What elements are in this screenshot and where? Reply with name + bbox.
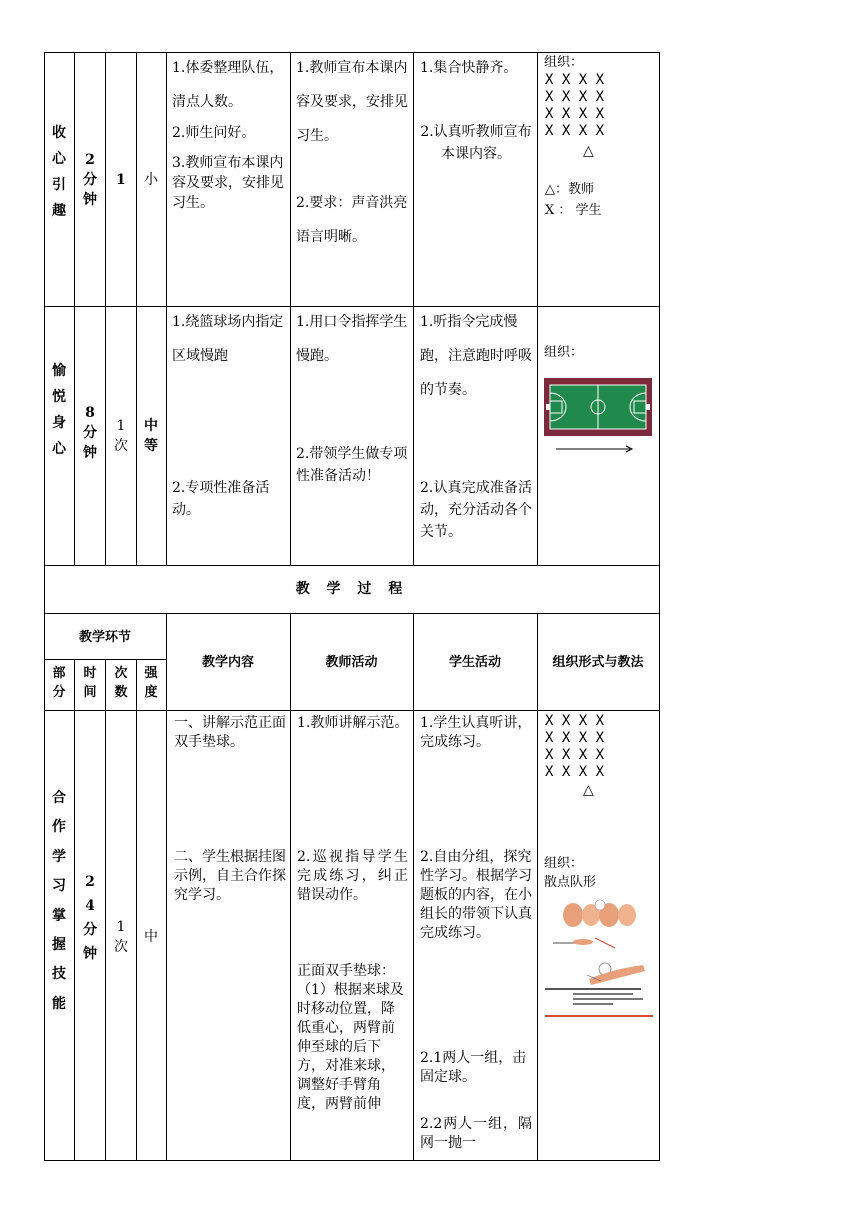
section-intensity [139, 416, 163, 456]
header-intensity [139, 664, 163, 702]
basketball-court-image [544, 378, 652, 436]
section-time [78, 870, 102, 966]
count-text: 1次 [114, 418, 128, 454]
student-activity: 2.2两人一组，隔网一抛一 [420, 1116, 532, 1151]
count-text: 1次 [114, 919, 128, 955]
row-divider [44, 613, 660, 614]
col-divider [105, 659, 106, 710]
col-divider [659, 52, 660, 1160]
forearm-pass-diagram-image [543, 895, 655, 1025]
col-divider [537, 52, 538, 565]
col-divider [290, 52, 291, 565]
teacher-activity: 1.教师讲解示范。 [297, 715, 409, 731]
section-count [109, 917, 133, 957]
teacher-activity: 1.用口令指挥学生慢跑。 [296, 314, 408, 364]
time-text: 2分钟 [83, 152, 97, 208]
col-divider [290, 710, 291, 1160]
col-divider [136, 659, 137, 710]
table-border-bottom [44, 1160, 660, 1161]
header-time-text: 时间 [83, 666, 97, 700]
org-label: 组织： [544, 856, 584, 871]
teacher-activity: 1.教师宣布本课内容及要求，安排见习生。 [296, 60, 408, 144]
col-divider [74, 659, 75, 710]
col-divider [105, 710, 106, 1160]
org-label: 组织： [544, 55, 584, 70]
content-item: 2.专项性准备活动。 [172, 480, 270, 518]
col-divider [136, 52, 137, 565]
student-activity: 1.集合快静齐。 [420, 60, 518, 76]
process-title: 教 学 过 程 [295, 581, 409, 597]
student-activity: 2.认真完成准备活动，充分活动各个关节。 [420, 480, 532, 540]
section-time [78, 403, 102, 463]
student-activity: 2.自由分组，探究性学习。根据学习题板的内容，在小组长的带领下认真完成练习。 [420, 849, 532, 941]
col-divider [413, 52, 414, 565]
col-divider [413, 710, 414, 1160]
teacher-activity: 2.要求：声音洪亮语言明晰。 [296, 195, 408, 245]
header-student: 学生活动 [448, 655, 501, 670]
time-text: 24分钟 [83, 874, 97, 962]
formation-row: X X X X [545, 106, 605, 122]
section-part-label [47, 358, 71, 462]
col-divider [136, 710, 137, 1160]
student-activity: 2.认真听教师宣布本课内容。 [420, 124, 532, 162]
header-count [109, 664, 133, 702]
teacher-triangle-icon: △ [583, 782, 594, 798]
header-org: 组织形式与教法 [552, 655, 644, 670]
col-divider [166, 52, 167, 565]
student-activity: 1.学生认真听讲，完成练习。 [420, 715, 532, 750]
part-text: 愉悦身心 [52, 363, 66, 457]
section-count [109, 416, 133, 456]
formation-row: X X X X [545, 123, 605, 139]
formation-row: X X X X [545, 72, 605, 88]
formation-row: X X X X [545, 730, 605, 746]
student-activity: 2.1两人一组，击固定球。 [420, 1050, 527, 1085]
teacher-activity: 2.巡视指导学生完成练习，纠正错误动作。 [297, 849, 408, 903]
teacher-activity: 2.带领学生做专项性准备活动！ [296, 446, 408, 484]
content-item: 二、学生根据挂图示例，自主合作探究学习。 [174, 849, 286, 903]
col-divider [74, 52, 75, 565]
section-intensity: 中 [144, 929, 158, 945]
formation-row: X X X X [545, 713, 605, 729]
content-item: 1.绕篮球场内指定区域慢跑 [172, 314, 284, 364]
header-count-text: 次数 [114, 666, 128, 700]
header-content: 教学内容 [201, 655, 254, 670]
section-part-label [47, 120, 71, 224]
header-section: 教学环节 [78, 630, 131, 645]
section-part-label [47, 784, 71, 1019]
run-direction-arrow-icon [556, 444, 636, 454]
section-time [78, 150, 102, 210]
col-divider [44, 52, 45, 1160]
part-text: 合作学习掌握技能 [52, 790, 66, 1012]
section-intensity: 小 [144, 172, 158, 188]
content-item: 2.师生问好。 [172, 125, 256, 141]
content-item: 1.体委整理队伍，清点人数。 [172, 60, 284, 110]
col-divider [537, 710, 538, 1160]
part-text: 收心引趣 [52, 125, 66, 219]
formation-row: X X X X [545, 89, 605, 105]
teacher-activity: 正面双手垫球：（1）根据来球及时移动位置，降低重心，两臂前伸至球的后下方，对准来球，调整好手臂角度，两臂前伸 [297, 963, 404, 1112]
org-label: 组织： [544, 345, 584, 360]
header-part [47, 664, 71, 702]
teacher-triangle-icon: △ [583, 143, 594, 159]
legend-student: X ： 学生 [545, 203, 602, 218]
org-form: 散点队形 [544, 875, 597, 890]
col-divider [105, 52, 106, 565]
student-activity: 1.听指令完成慢跑，注意跑时呼吸的节奏。 [420, 314, 532, 398]
col-divider [166, 710, 167, 1160]
header-part-text: 部分 [52, 666, 66, 700]
intensity-text: 中等 [144, 418, 158, 454]
formation-row: X X X X [545, 747, 605, 763]
row-divider [44, 565, 660, 566]
header-teacher: 教师活动 [325, 655, 378, 670]
content-item: 一、讲解示范正面双手垫球。 [174, 715, 286, 750]
formation-row: X X X X [545, 764, 605, 780]
time-text: 8分钟 [83, 405, 97, 461]
col-divider [74, 710, 75, 1160]
legend-teacher: △：教师 [545, 182, 594, 197]
content-item: 3.教师宣布本课内容及要求，安排见习生。 [172, 155, 284, 211]
header-intensity-text: 强度 [144, 666, 158, 700]
header-time [78, 664, 102, 702]
section-count: 1 [116, 172, 126, 188]
